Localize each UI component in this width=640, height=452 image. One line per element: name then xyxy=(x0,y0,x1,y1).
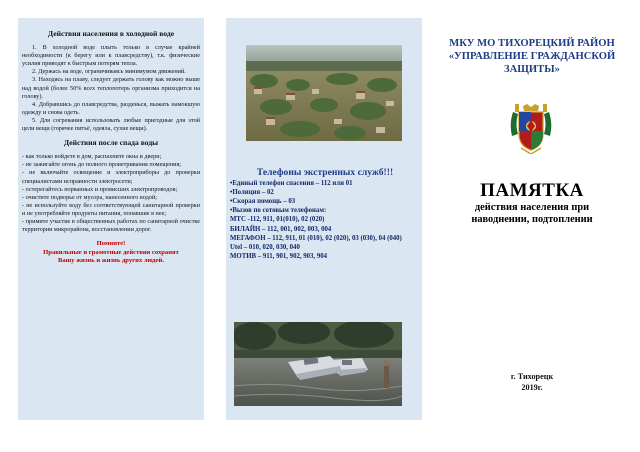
phone-line-5: МТС -112, 911, 01(010), 02 (020) xyxy=(230,216,325,224)
after-flood-heading: Действия после спада воды xyxy=(63,138,159,148)
organization-line-1: МКУ МО ТИХОРЕЦКИЙ РАЙОН xyxy=(449,38,615,49)
city-and-year xyxy=(438,372,626,393)
cold-water-heading: Действия населения в холодной воде xyxy=(47,29,175,38)
phone-line-1: •Единый телефон спасения – 112 или 01 xyxy=(230,180,353,188)
year-label: 2019г. xyxy=(521,382,543,392)
after-flood-item-6: - не используйте воду без соответствующей санитарной проверки и не употребляйте продукты питания, попавшие в нее; xyxy=(22,201,200,217)
phone-line-2: •Полиция – 02 xyxy=(230,189,274,197)
phone-line-3: •Скорая помощь – 03 xyxy=(230,198,296,206)
phone-line-9: МОТИВ – 911, 901, 902, 903, 904 xyxy=(230,252,328,260)
phone-line-6: БИЛАЙН – 112, 001, 002, 003, 004 xyxy=(230,225,332,233)
organization-line-2: «УПРАВЛЕНИЕ ГРАЖДАНСКОЙ xyxy=(448,50,616,62)
flooded-town-photo-art xyxy=(246,45,402,141)
leaflet-title: ПАМЯТКА xyxy=(480,180,584,201)
remember-label: Помните! xyxy=(96,240,126,248)
flooded-street-photo xyxy=(234,322,402,406)
organization-title xyxy=(438,38,626,76)
flooded-town-photo xyxy=(246,45,402,141)
flooded-street-photo-art xyxy=(234,322,402,406)
slogan-line-1: Правильные и грамотные действия сохранят xyxy=(43,248,179,256)
city-label: г. Тихорецк xyxy=(510,372,554,381)
after-flood-item-1: - как только войдете в дом, распахните окна и двери; xyxy=(22,153,162,161)
phone-line-4: •Вызов по сотовым телефонам: xyxy=(230,207,327,215)
after-flood-item-7: - примите участие в общественных работах по санитарной очистке территории микрорайона, восстановлении дорог. xyxy=(22,217,200,234)
phone-line-7: МЕГАФОН – 112, 911, 01 (010), 02 (020), 03 (030), 04 (040) xyxy=(230,234,402,242)
after-flood-item-4: - остерегайтесь порванных и провисших электропроводов; xyxy=(22,185,178,193)
cold-water-para-2: 2. Держась на воде, ограничиваясь минимумом движений. xyxy=(32,68,186,76)
cold-water-para-5: 5. Для согревания использовать любые пригодные для этой цели вещи (горячее питьё, одеяла, сухие вещи). xyxy=(22,116,200,133)
after-flood-item-3: - не включайте освещение и электроприборы до проверки специалистами исправности электросети; xyxy=(22,169,200,185)
cold-water-para-3: 3. Находясь на плаву, следует держать голову как можно выше над водой (более 50% всех теплопотерь организма приходится на голову). xyxy=(22,76,200,100)
phones-title: Телефоны экстренных служб!!! xyxy=(256,167,394,178)
leaflet-subtitle-2: наводнении, подтоплении xyxy=(471,214,593,226)
emergency-phones-block xyxy=(230,168,420,261)
cold-water-para-1: 1. В холодной воде плыть только в случае крайней необходимости (к берегу или к плавсредству), т.к. физические усилия приводят к быстрым потерям тепла. xyxy=(22,44,200,68)
coat-of-arms-icon xyxy=(509,104,553,154)
after-flood-item-2: - не зажигайте огонь до полного проветривания помещения; xyxy=(22,161,182,169)
slogan-line-2: Вашу жизнь и жизнь других людей. xyxy=(57,257,164,265)
organization-line-3: ЗАЩИТЫ» xyxy=(504,63,560,75)
panel1-content xyxy=(22,30,200,266)
leaflet-heading xyxy=(438,180,626,227)
cold-water-para-4: 4. Добравшись до плавсредства, разденься, выжать намокшую одежду и снова одеть. xyxy=(22,100,200,116)
leaflet-subtitle-1: действия населения при xyxy=(474,202,590,213)
phone-line-8: Utel – 010, 020, 030, 040 xyxy=(230,243,300,251)
after-flood-item-5: - очистите подворье от мусора, нанесенного водой; xyxy=(22,193,157,201)
